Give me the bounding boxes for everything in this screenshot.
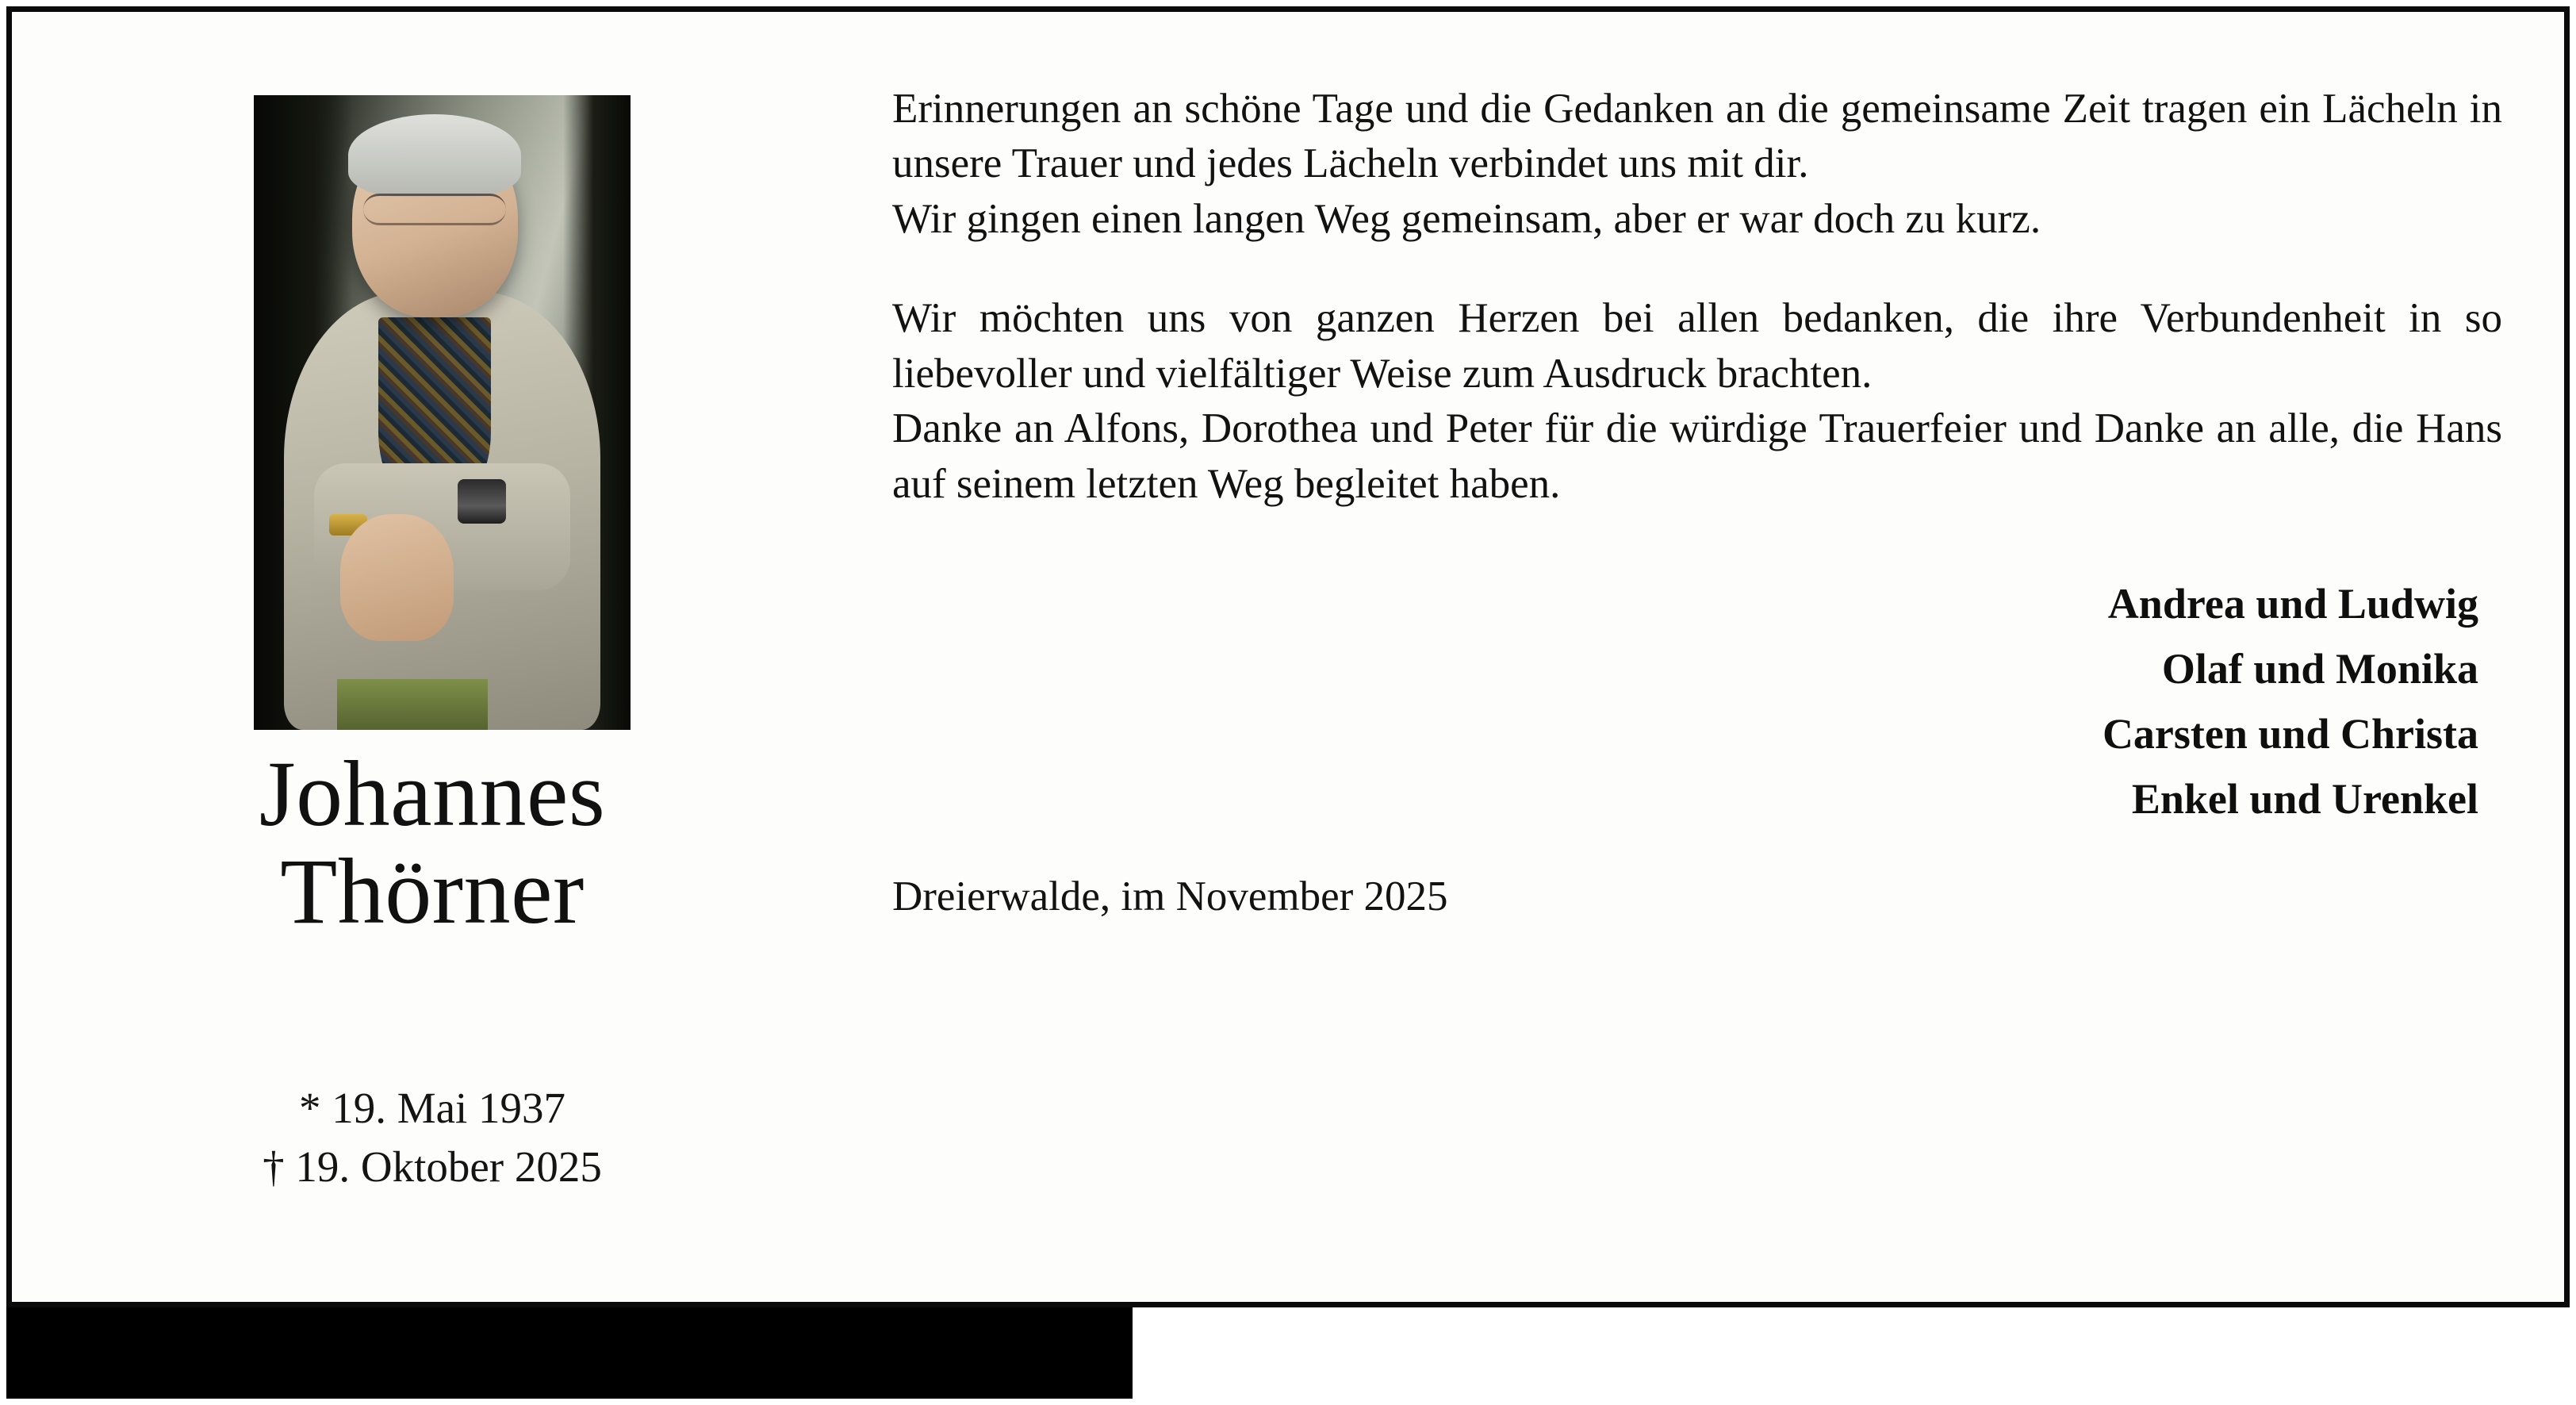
signature-line: Carsten und Christa xyxy=(2102,710,2478,758)
death-date: † 19. Oktober 2025 xyxy=(263,1142,602,1192)
birth-date: * 19. Mai 1937 xyxy=(298,1084,566,1132)
place-and-date: Dreierwalde, im November 2025 xyxy=(892,873,1448,920)
signature-line: Enkel und Urenkel xyxy=(2131,775,2478,823)
wristwatch-icon xyxy=(458,479,507,524)
thank-you-text xyxy=(892,291,2502,512)
signatures-list xyxy=(892,571,2502,831)
portrait-hand xyxy=(340,514,454,641)
memorial-verse xyxy=(892,82,2502,247)
portrait-photo xyxy=(254,95,631,730)
signature-line: Olaf und Monika xyxy=(2161,645,2478,693)
verse-line-2: Wir gingen einen langen Weg gemeinsam, aber er war doch zu kurz. xyxy=(892,195,2041,242)
signature-line: Andrea und Ludwig xyxy=(2107,579,2478,628)
life-dates xyxy=(12,1079,853,1197)
verse-thanks-spacer xyxy=(892,247,2502,291)
obituary-card xyxy=(6,6,2570,1307)
deceased-name xyxy=(12,742,853,943)
card-inner xyxy=(12,12,2564,1302)
verse-line-1: Erinnerungen an schöne Tage und die Gedanken an die gemeinsame Zeit tragen ein Lächeln in unsere Trauer und jedes Lächeln verbindet uns mit dir. xyxy=(892,86,2502,187)
deceased-last-name: Thörner xyxy=(280,839,585,943)
left-column xyxy=(12,12,853,1302)
deceased-first-name: Johannes xyxy=(259,742,606,846)
portrait-frame xyxy=(254,95,631,730)
glasses-icon xyxy=(363,194,507,225)
portrait-hair xyxy=(348,114,522,197)
right-column xyxy=(892,82,2502,920)
bottom-black-bar xyxy=(6,1307,1133,1399)
thanks-paragraph-1: Wir möchten uns von ganzen Herzen bei allen bedanken, die ihre Verbundenheit in so liebevoller und vielfältiger Weise zum Ausdruck brachten. xyxy=(892,295,2502,397)
thanks-paragraph-2: Danke an Alfons, Dorothea und Peter für die würdige Trauerfeier und Danke an alle, die Hans auf seinem letzten Weg begleitet haben. xyxy=(892,405,2502,507)
portrait-foreground xyxy=(337,679,488,730)
